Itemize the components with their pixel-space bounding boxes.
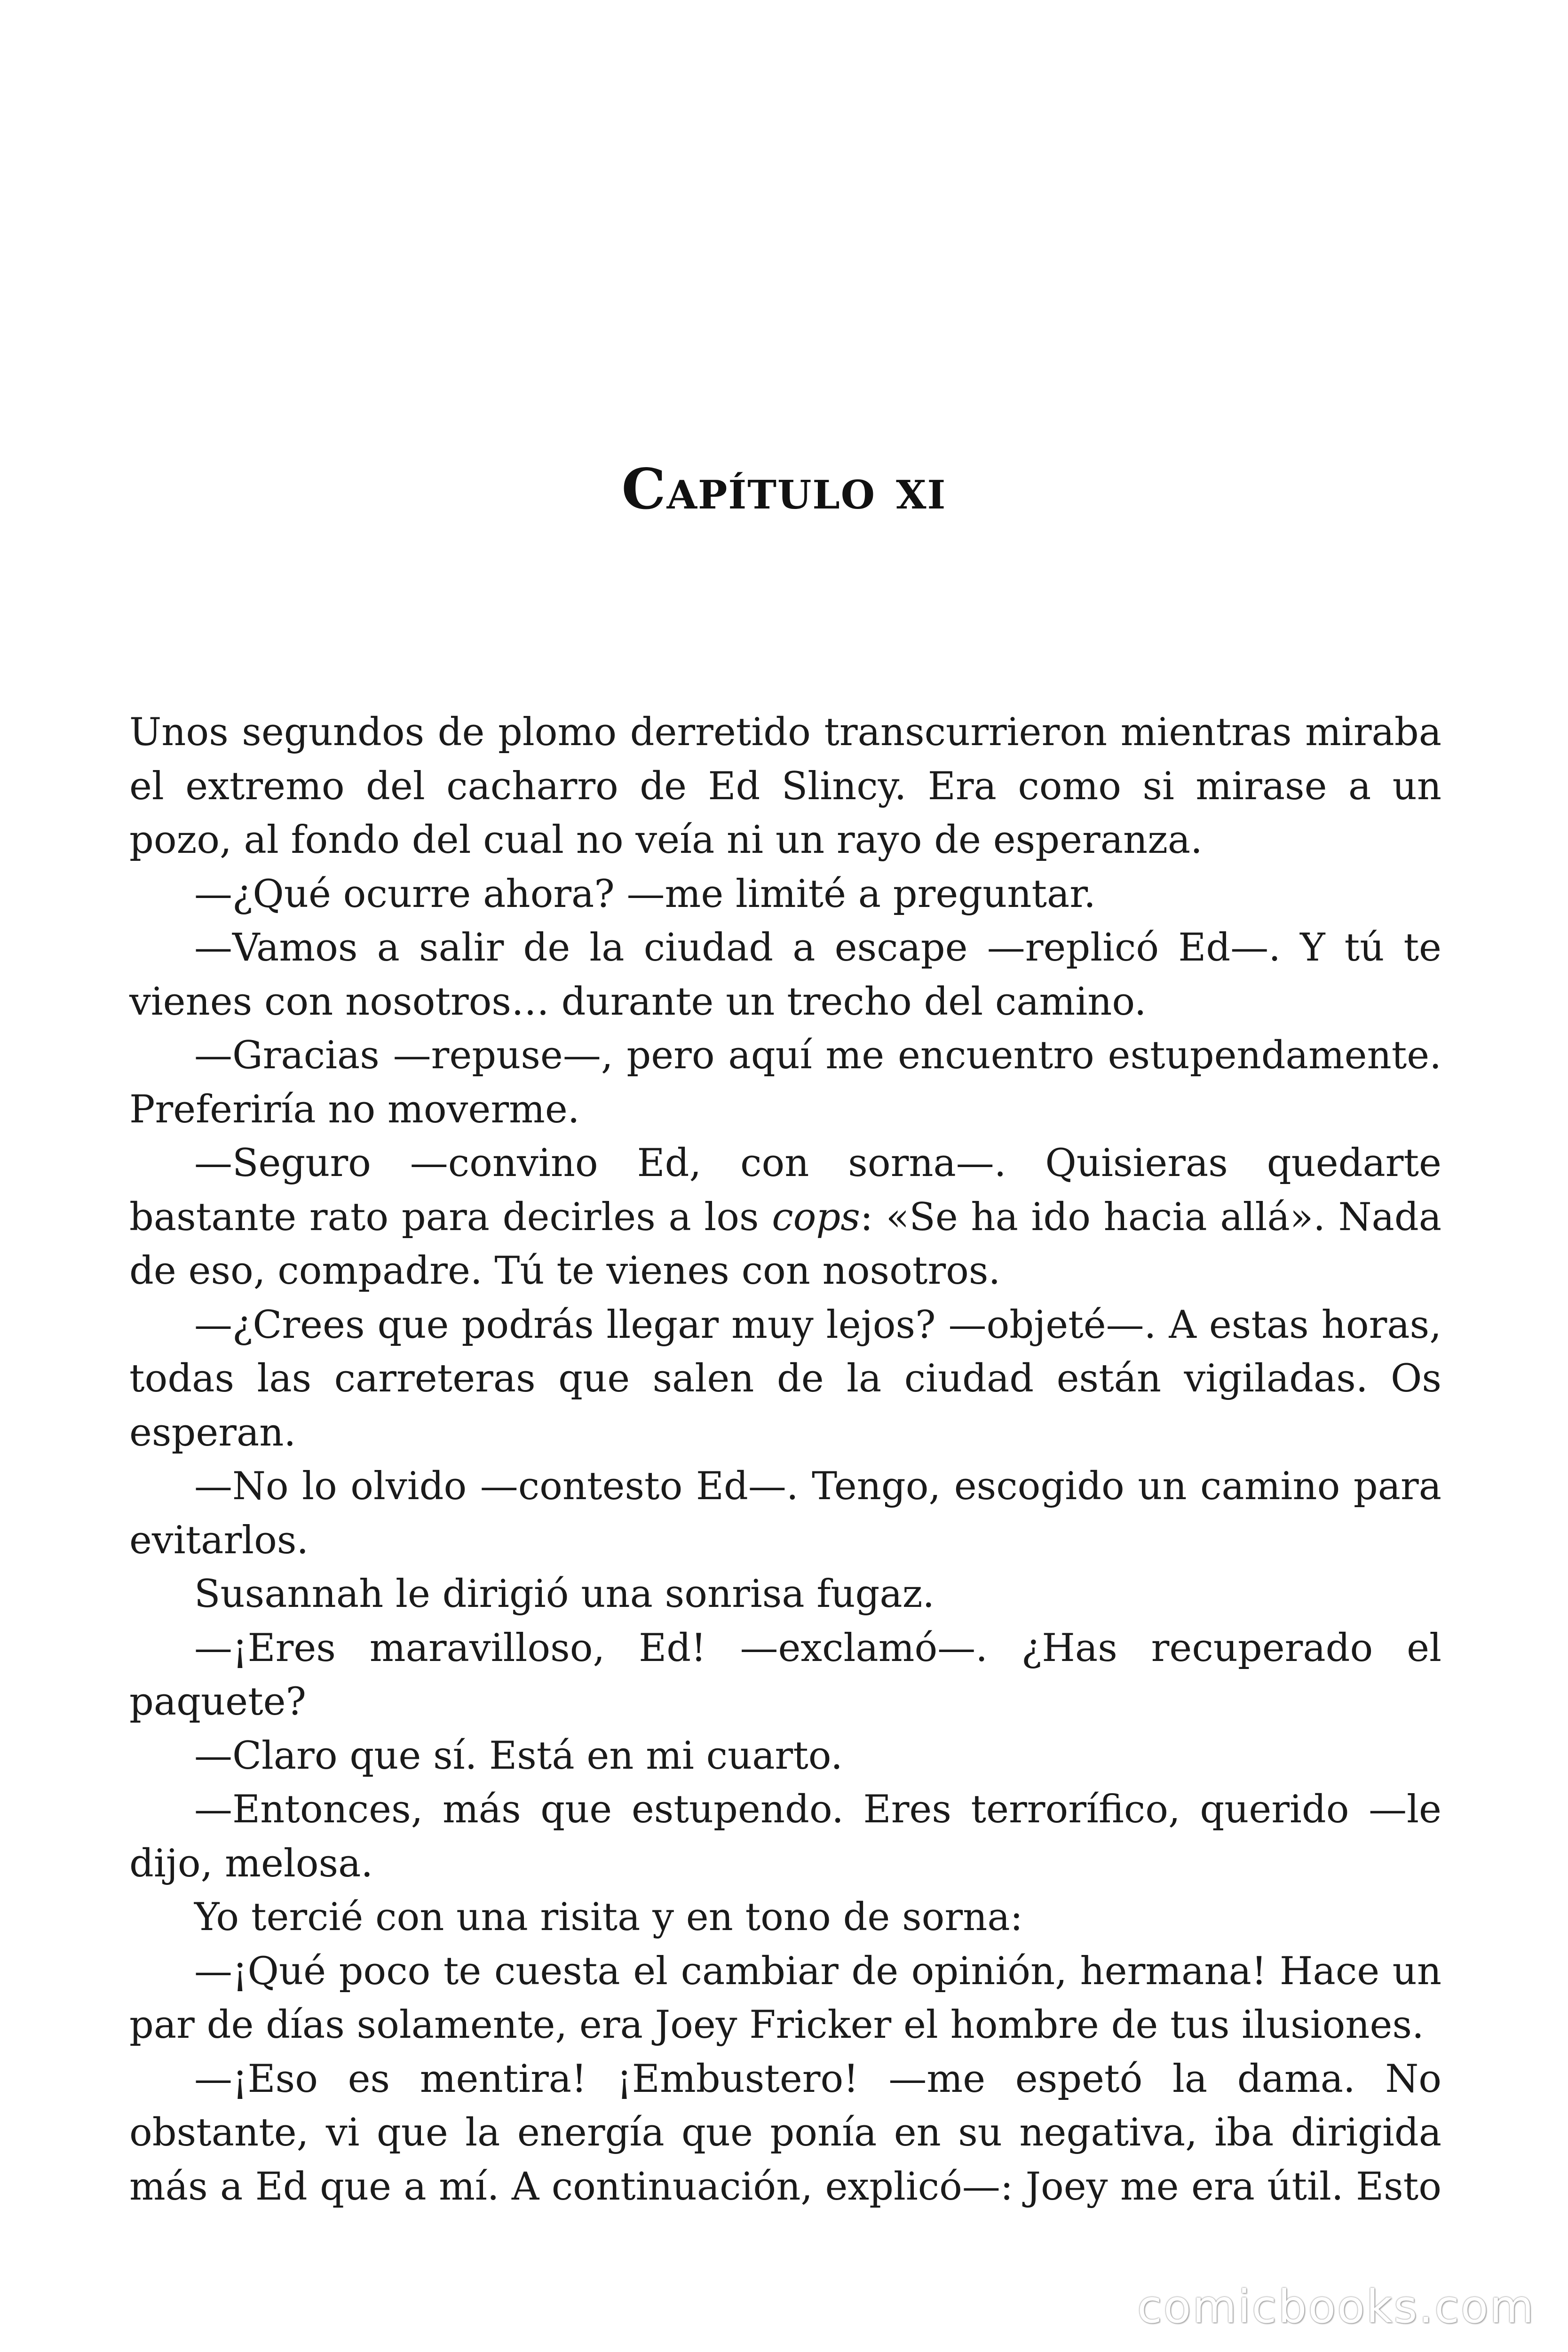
paragraph: —¡Eres maravilloso, Ed! —exclamó—. ¿Has recuperado el paquete? (129, 1626, 1441, 1724)
paragraph: —Vamos a salir de la ciudad a escape —replicó Ed—. Y tú te vienes con nosotros… durante un trecho del camino. (129, 926, 1441, 1024)
paragraph: —Gracias —repuse—, pero aquí me encuentro estupendamente. Preferiría no moverme. (129, 1033, 1441, 1132)
chapter-title-initial: C (621, 456, 667, 522)
paragraph: —¡Qué poco te cuesta el cambiar de opinión, hermana! Hace un par de días solamente, era Joey Fricker el hombre de tus ilusiones. (129, 1949, 1441, 2047)
paragraph (129, 1136, 1441, 1298)
chapter-title (0, 456, 1568, 522)
italic-word: cops (772, 1195, 860, 1240)
paragraph: —Claro que sí. Está en mi cuarto. (194, 1733, 843, 1778)
paragraph: —No lo olvido —contesto Ed—. Tengo, escogido un camino para evitarlos. (129, 1464, 1441, 1563)
chapter-title-rest: apítulo xi (666, 456, 947, 522)
paragraph: Unos segundos de plomo derretido transcurrieron mientras miraba el extremo del cacharro de Ed Slincy. Era como si mirase a un pozo, al fondo del cual no veía ni un rayo de esperanza. (129, 710, 1441, 862)
paragraph: —¡Eso es mentira! ¡Embustero! —me espetó la dama. No obstante, vi que la energía que ponía en su negativa, iba dirigida más a Ed que a mí. A continuación, explicó—: Joey me era útil. Esto (129, 2057, 1441, 2209)
paragraph: Yo tercié con una risita y en tono de sorna: (194, 1895, 1023, 1939)
paragraph: —Entonces, más que estupendo. Eres terrorífico, querido —le dijo, melosa. (129, 1788, 1441, 1886)
paragraph: —¿Qué ocurre ahora? —me limité a preguntar. (194, 872, 1096, 916)
paragraph: Susannah le dirigió una sonrisa fugaz. (194, 1572, 935, 1616)
paragraph: —¿Crees que podrás llegar muy lejos? —objeté—. A estas horas, todas las carreteras que salen de la ciudad están vigiladas. Os esperan. (129, 1303, 1441, 1455)
paragraph-text: —Seguro —convino Ed, con sorna—. Quisieras quedarte bastante rato para decirles a los (129, 1141, 1441, 1240)
body-text (129, 706, 1441, 2214)
watermark: comicbooks.com (1137, 2280, 1535, 2333)
paragraph-text: : «Se ha ido hacia allá». Nada de eso, compadre. Tú te vienes con nosotros. (129, 1195, 1441, 1293)
